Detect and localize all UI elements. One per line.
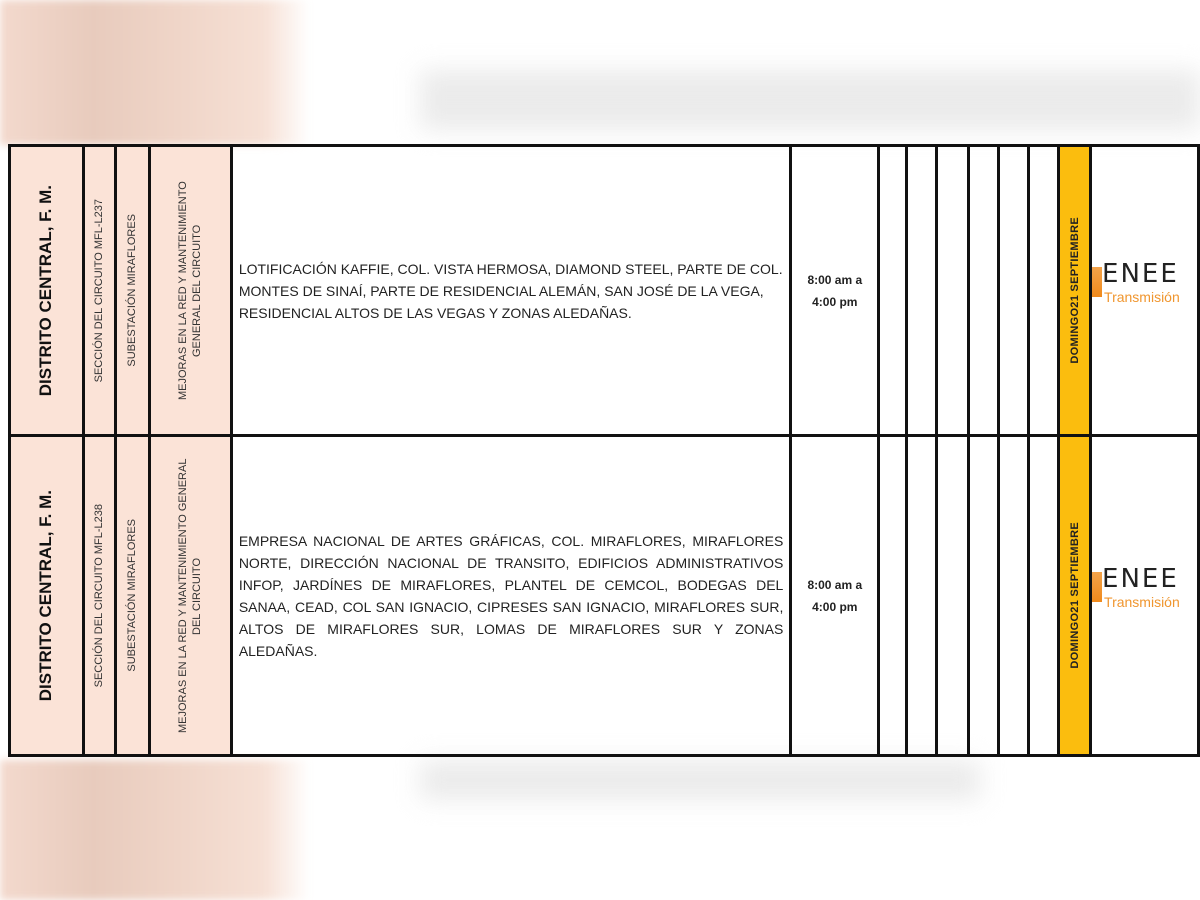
district-label: DISTRITO CENTRAL, F. M. [36,184,56,397]
circuit-section-label: SECCIÓN DEL CIRCUITO MFL-L238 [93,503,106,688]
logo-subtitle: Transmisión [1104,288,1180,305]
empty-cell [879,146,907,436]
circuit-section-cell [83,146,115,436]
table-row [10,146,1199,436]
enee-logo [1092,258,1197,321]
date-label: DOMINGO21 SEPTIEMBRE [1068,522,1081,669]
logo-cell [1091,146,1199,436]
empty-cell [937,146,969,436]
time-cell [791,436,879,756]
date-cell [1059,146,1091,436]
outage-schedule-table [8,144,1200,757]
time-end: 4:00 pm [812,294,858,309]
table-row [10,436,1199,756]
empty-cell [907,436,937,756]
work-cell [149,436,231,756]
substation-cell [115,146,149,436]
circuit-section-cell [83,436,115,756]
affected-areas-cell [231,436,791,756]
blurred-background-top-left [0,0,310,145]
empty-cell [1029,436,1059,756]
affected-areas-cell [231,146,791,436]
affected-areas-text: LOTIFICACIÓN KAFFIE, COL. VISTA HERMOSA, DIAMOND STEEL, PARTE DE COL. MONTES DE SINAÍ, PARTE DE RESIDENCIAL ALEMÁN, SAN JOSÉ DE LA VEGA, RESIDENCIAL ALTOS DE LAS VEGAS Y ZONAS ALEDAÑAS. [238,260,783,321]
logo-name: ENEE [1102,258,1179,289]
enee-logo-mark-icon [1092,267,1102,297]
empty-cell [999,436,1029,756]
empty-cell [1029,146,1059,436]
date-label: DOMINGO21 SEPTIEMBRE [1068,217,1081,364]
circuit-section-label: SECCIÓN DEL CIRCUITO MFL-L237 [93,198,106,383]
time-start: 8:00 am a [807,577,863,592]
affected-areas-text: EMPRESA NACIONAL DE ARTES GRÁFICAS, COL. MIRAFLORES, MIRAFLORES NORTE, DIRECCIÓN NACIONAL DE TRANSITO, EDIFICIOS ADMINISTRATIVOS INFOP, JARDÍNES DE MIRAFLORES, PLANTEL DE CEMCOL, BODEGAS DEL SANAA, CEAD, COL SAN IGNACIO, CIPRESES SAN IGNACIO, MIRAFLORES SUR, ALTOS DE MIRAFLORES SUR, LOMAS DE MIRAFLORES SUR Y ZONAS ALEDAÑAS. [238,532,784,659]
substation-cell [115,436,149,756]
logo-name: ENEE [1102,563,1179,594]
empty-cell [969,436,999,756]
enee-logo-mark-icon [1092,572,1102,602]
district-label: DISTRITO CENTRAL, F. M. [36,489,56,702]
time-end: 4:00 pm [812,599,858,614]
district-cell [10,146,84,436]
blurred-background-top-band [420,70,1200,130]
empty-cell [969,146,999,436]
enee-logo [1092,563,1197,626]
empty-cell [999,146,1029,436]
blurred-background-bottom-left [0,760,310,900]
work-label: MEJORAS EN LA RED Y MANTENIMIENTO GENERAL DEL CIRCUITO [177,458,204,733]
blurred-background-bottom-band [420,760,980,800]
substation-label: SUBESTACIÓN MIRAFLORES [126,214,139,367]
logo-cell [1091,436,1199,756]
empty-cell [937,436,969,756]
work-label: MEJORAS EN LA RED Y MANTENIMIENTO GENERAL DEL CIRCUITO [177,181,204,400]
time-start: 8:00 am a [807,272,863,287]
district-cell [10,436,84,756]
empty-cell [879,436,907,756]
substation-label: SUBESTACIÓN MIRAFLORES [126,519,139,672]
time-cell [791,146,879,436]
work-cell [149,146,231,436]
empty-cell [907,146,937,436]
date-cell [1059,436,1091,756]
logo-subtitle: Transmisión [1104,593,1180,610]
